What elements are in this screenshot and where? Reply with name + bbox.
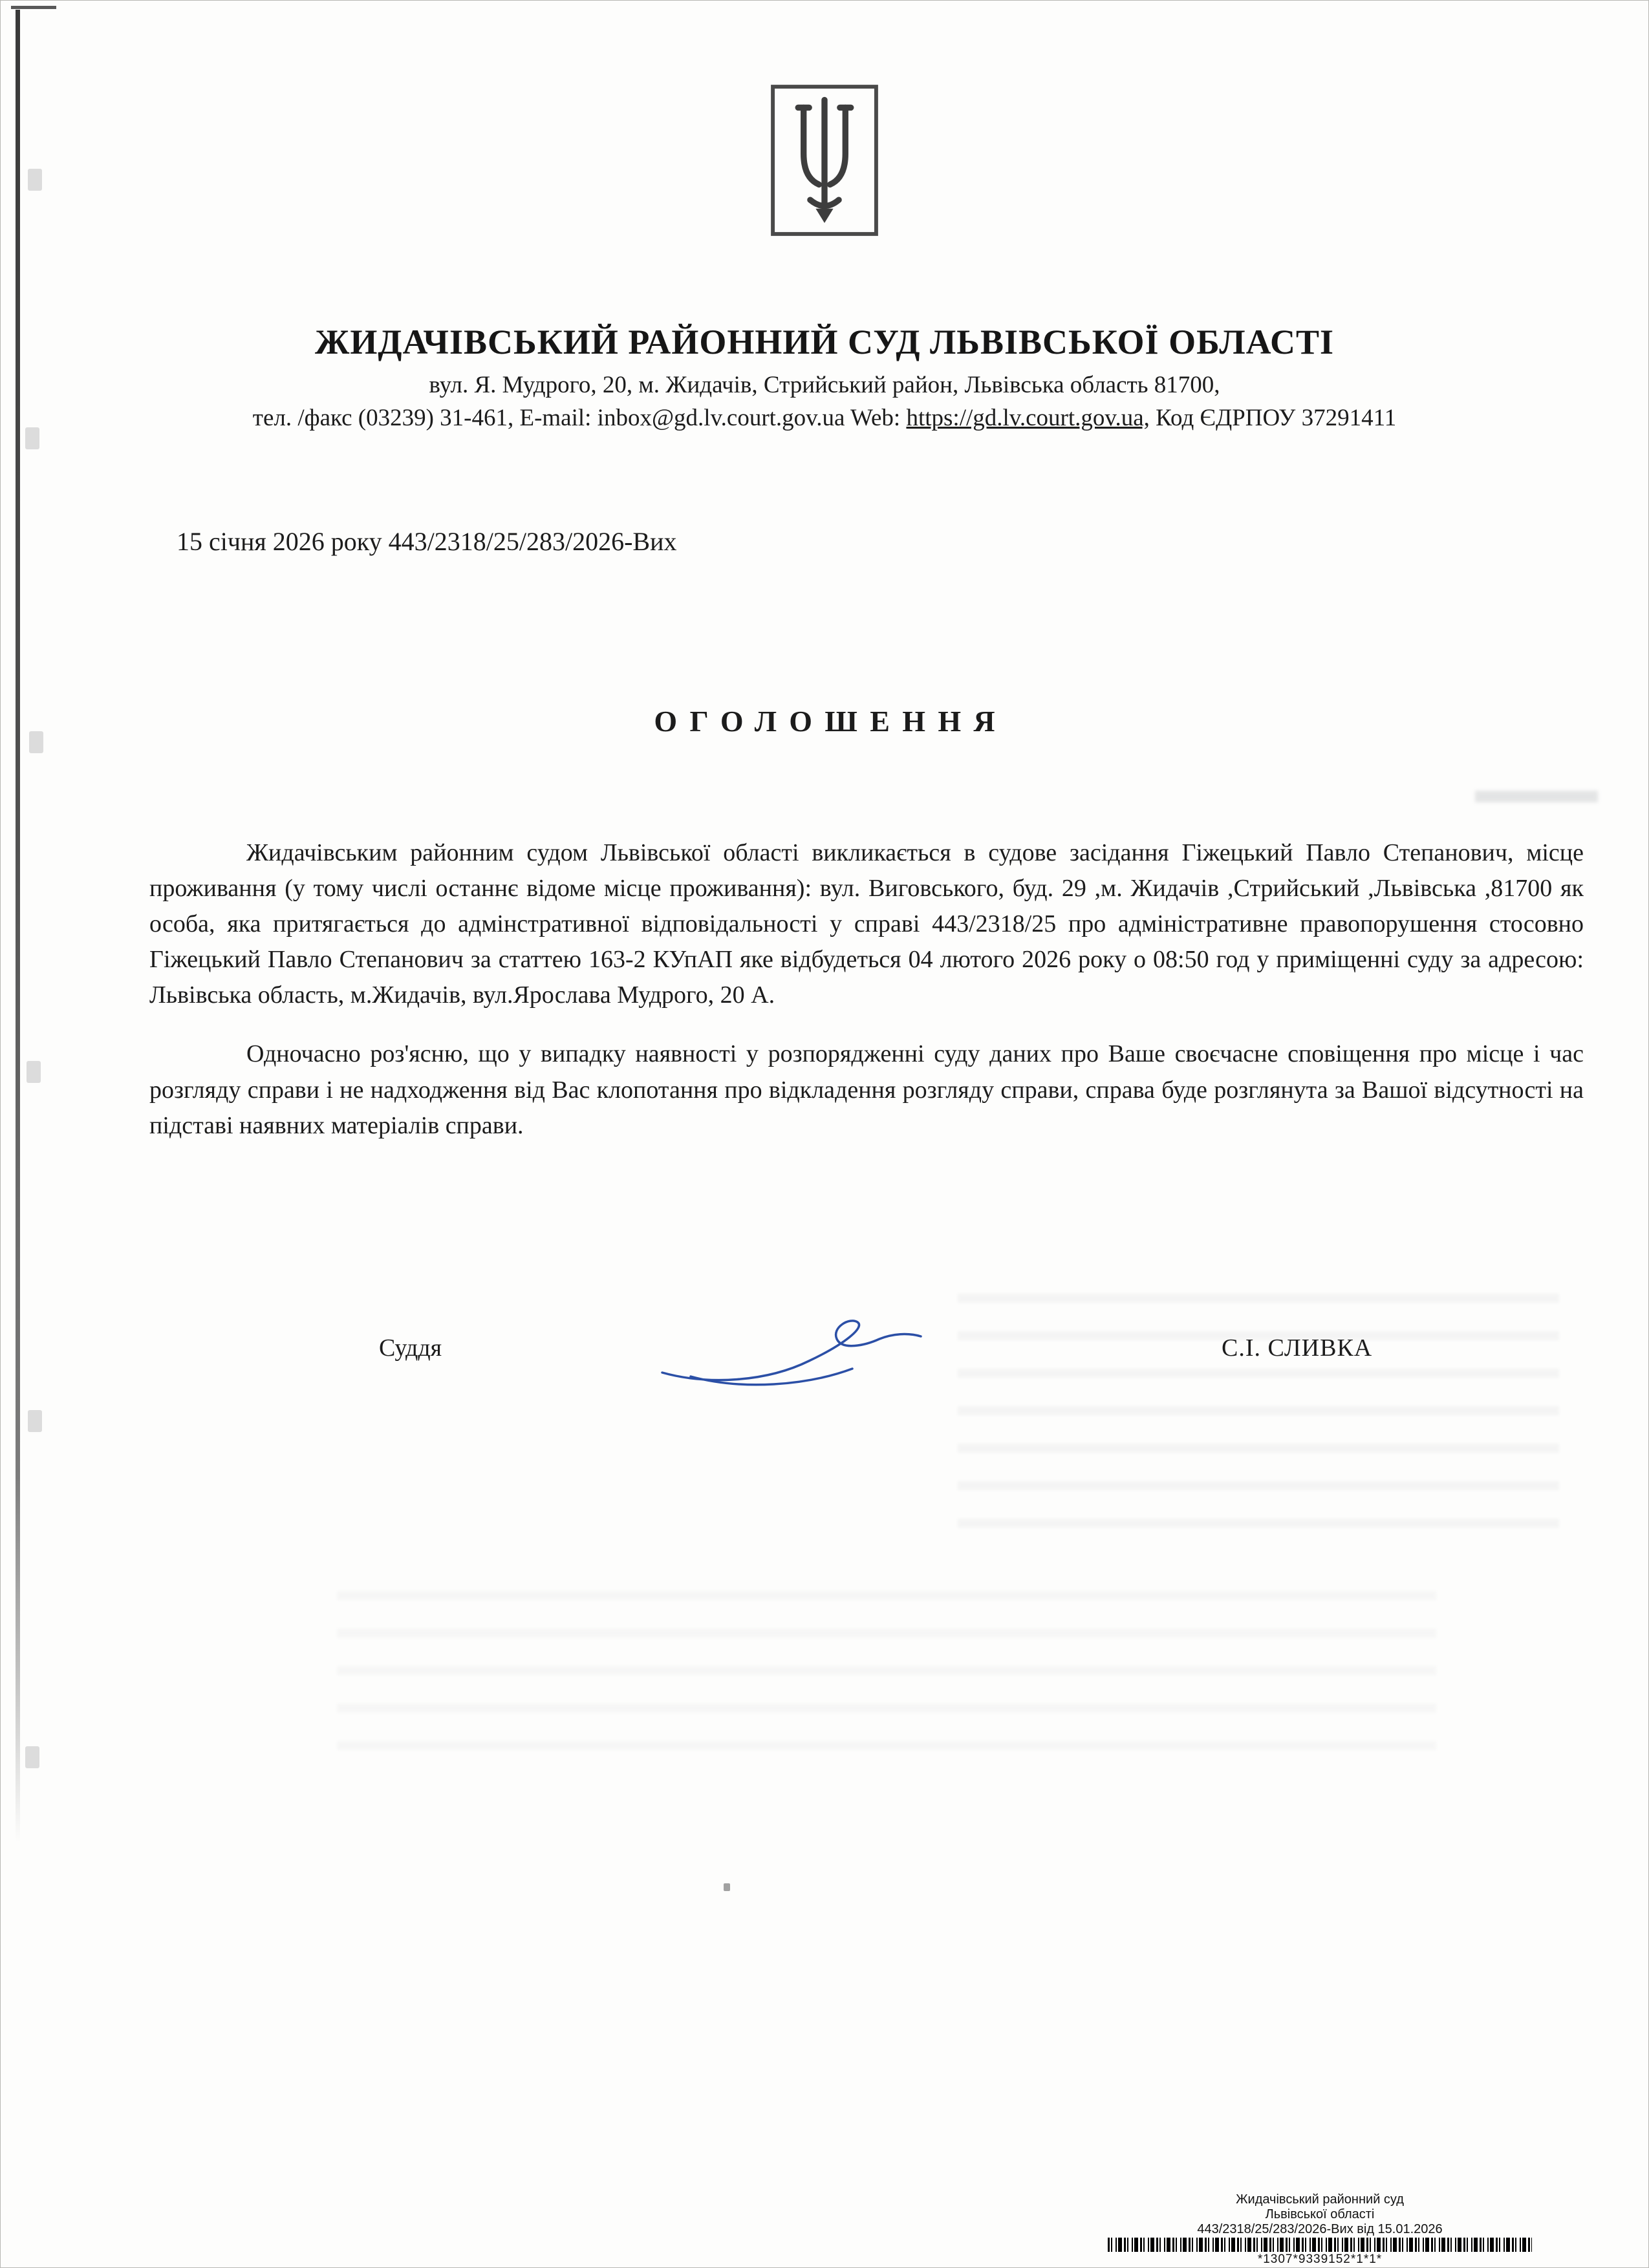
barcode-text: *1307*9339152*1*1* [1257,2252,1383,2266]
handwritten-signature [651,1298,929,1407]
registration-stamp [1100,2192,1540,2267]
scan-smudge [1475,791,1598,802]
scan-corner-mark [11,6,56,9]
scan-edge-line [16,10,20,1843]
scan-mark [25,1746,39,1768]
contact-text: тел. /факс (03239) 31-461, E-mail: inbox@gd.lv.court.gov.ua Web: [252,405,907,431]
stamp-court-line2: Львівської області [1265,2207,1375,2221]
court-address: вул. Я. Мудрого, 20, м. Жидачів, Стрийський район, Львівська область 81700, [429,372,1220,398]
court-name-heading: ЖИДАЧІВСЬКИЙ РАЙОННИЙ СУД ЛЬВІВСЬКОЇ ОБЛАСТІ [314,323,1334,361]
ink-bleed-ghost [337,1591,1436,1772]
stamp-court-line1: Жидачівський районний суд [1236,2192,1404,2207]
signature-ink-icon [651,1298,929,1404]
judge-name: С.І. СЛИВКА [1222,1334,1373,1362]
scan-mark [25,427,39,449]
clarification-paragraph: Одночасно роз'ясню, що у випадку наявності у розпорядженні суду даних про Ваше своєчасне сповіщення про місце і час розгляду справи і не надходження від Вас клопотання про відкладення розгляду справи, справа буде розглянута за Вашої відсутності на підставі наявних матеріалів справи. [149,1040,1584,1139]
scan-mark [28,169,42,191]
document-title: ОГОЛОШЕННЯ [654,705,1008,738]
judge-role-label: Суддя [379,1334,442,1362]
date-and-reference-number: 15 січня 2026 року 443/2318/25/283/2026-Вих [177,527,677,556]
barcode [1108,2238,1532,2252]
stamp-reference: 443/2318/25/283/2026-Вих від 15.01.2026 [1197,2222,1443,2236]
ukraine-tryzub-icon [770,83,879,237]
scan-mark [27,1061,41,1083]
summons-paragraph: Жидачівським районним судом Львівської області викликається в судове засідання Гіжецький Павло Степанович, місце проживання (у тому числі останнє відоме місце проживання): вул. Виговського, буд. 29 ,м. Жидачів ,Стрийський ,Львівська ,81700 як особа, яка притягається до адмінстративної відповідальності у справі 443/2318/25 про адміністративне правопорушення стосовно Гіжецький Павло Степанович за статтею 163-2 КУпАП яке відбудеться 04 лютого 2026 року о 08:50 год у приміщенні суду за адресою: Львівська область, м.Жидачів, вул.Ярослава Мудрого, 20 А. [149,839,1584,1009]
signature-block [1,1298,1648,1420]
scan-speck [724,1883,730,1891]
court-contacts [1,404,1648,432]
scan-mark [29,731,43,753]
edrpou-code: Код ЄДРПОУ 37291411 [1149,405,1397,431]
court-website-link: https://gd.lv.court.gov.ua, [906,405,1150,431]
court-emblem [770,83,879,241]
